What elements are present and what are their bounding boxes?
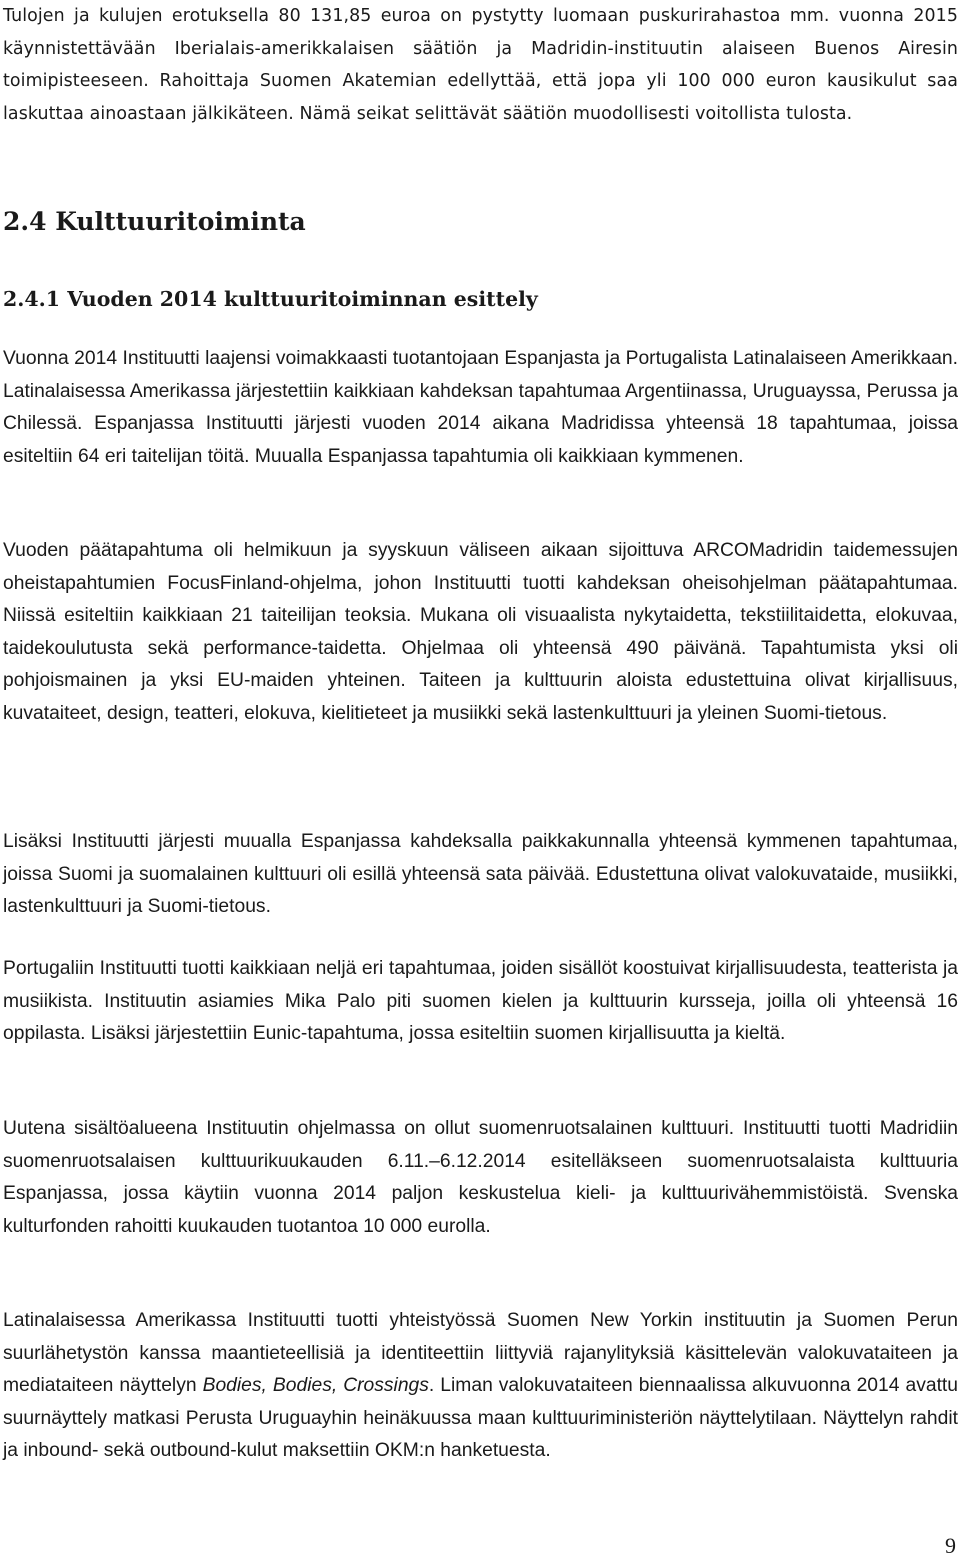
paragraph-5: Uutena sisältöalueena Instituutin ohjelmassa on ollut suomenruotsalainen kulttuuri. Instituutti tuotti Madridiin suomenruotsalaisen kulttuurikuukauden 6.11.–6.12.2014 esitelläkseen suomenruotsalaista kulttuuria Espanjassa, jossa käytiin vuonna 2014 paljon keskustelua kieli- ja kulttuurivähemmistöistä. Svenska kulturfonden rahoitti kuukauden tuotantoa 10 000 eurolla. — [3, 1118, 958, 1237]
subsection-heading: 2.4.1 Vuoden 2014 kulttuuritoiminnan esittely — [3, 287, 538, 311]
paragraph-3: Lisäksi Instituutti järjesti muualla Espanjassa kahdeksalla paikkakunnalla yhteensä kymmenen tapahtumaa, joissa Suomi ja suomalainen kulttuuri oli esillä yhteensä sata päivää. Edustettuna olivat valokuvataide, musiikki, lastenkulttuuri ja Suomi-tietous. — [3, 831, 958, 918]
paragraph-6-text-start: Latinalaisessa Amerikassa Instituutti tuotti yhteistyössä Suomen New Yorkin instituutin ja Suomen Perun suurlähetystön kanssa maantieteellisiä ja identiteettiin liittyviä rajanylityksiä käsittelevän valokuvataiteen ja mediataiteen näyttelyn — [3, 1310, 958, 1397]
paragraph-1: Vuonna 2014 Instituutti laajensi voimakkaasti tuotantojaan Espanjasta ja Portugalista Latinalaiseen Amerikkaan. Latinalaisessa Amerikassa järjestettiin kaikkiaan kahdeksan tapahtumaa Argentiinassa, Uruguayssa, Perussa ja Chilessä. Espanjassa Instituutti järjesti vuoden 2014 aikana Madridissa yhteensä 18 tapahtumaa, joissa esiteltiin 64 eri taitelijan töitä. Muualla Espanjassa tapahtumia oli kaikkiaan kymmenen. — [3, 348, 958, 467]
intro-paragraph: Tulojen ja kulujen erotuksella 80 131,85 euroa on pystytty luomaan puskurirahastoa mm. vuonna 2015 käynnistettävään Iberialais-amerikkalaisen säätiön ja Madridin-instituutin alaiseen Buenos Airesin toimipisteeseen. Rahoittaja Suomen Akatemian edellyttää, että jopa yli 100 000 euron kausikulut saa laskuttaa ainoastaan jälkikäteen. Nämä seikat selittävät säätiön muodollisesti voitollista tulosta. — [3, 6, 958, 124]
paragraph-6 — [3, 1305, 958, 1468]
paragraph-2: Vuoden päätapahtuma oli helmikuun ja syyskuun väliseen aikaan sijoittuva ARCOMadridin taidemessujen oheistapahtumien FocusFinland-ohjelma, johon Instituutti tuotti kahdeksan oheisohjelman päätapahtumaa. Niissä esiteltiin kaikkiaan 21 taiteilijan teoksia. Mukana oli visuaalista nykytaidetta, tekstiilitaidetta, elokuvaa, taidekoulutusta sekä performance-taidetta. Ohjelmaa oli yhteensä 490 päivänä. Tapahtumista yksi oli pohjoismainen ja yksi EU-maiden yhteinen. Taiteen ja kulttuurin aloista edustettuina olivat kirjallisuus, kuvataiteet, design, teatteri, elokuva, kielitieteet ja musiikki sekä lastenkulttuuri ja yleinen Suomi-tietous. — [3, 540, 958, 724]
page-number: 9 — [945, 1533, 956, 1558]
paragraph-4: Portugaliin Instituutti tuotti kaikkiaan neljä eri tapahtumaa, joiden sisällöt koostuivat kirjallisuudesta, teatterista ja musiikista. Instituutin asiamies Mika Palo piti suomen kielen ja kulttuurin kursseja, joilla oli yhteensä 16 oppilasta. Lisäksi järjestettiin Eunic-tapahtuma, jossa esiteltiin suomen kirjallisuutta ja kieltä. — [3, 958, 958, 1045]
exhibition-title: Bodies, Bodies, Crossings — [202, 1375, 429, 1397]
paragraph-6-text-end: . Liman valokuvataiteen biennaalissa alkuvuonna 2014 avattu suurnäyttely matkasi Perusta Uruguayhin heinäkuussa maan kulttuuriministeriön näyttelytilaan. Näyttelyn rahdit ja inbound- sekä outbound-kulut maksettiin OKM:n hanketuesta. — [3, 1375, 959, 1462]
section-heading: 2.4 Kulttuuritoiminta — [3, 207, 306, 236]
